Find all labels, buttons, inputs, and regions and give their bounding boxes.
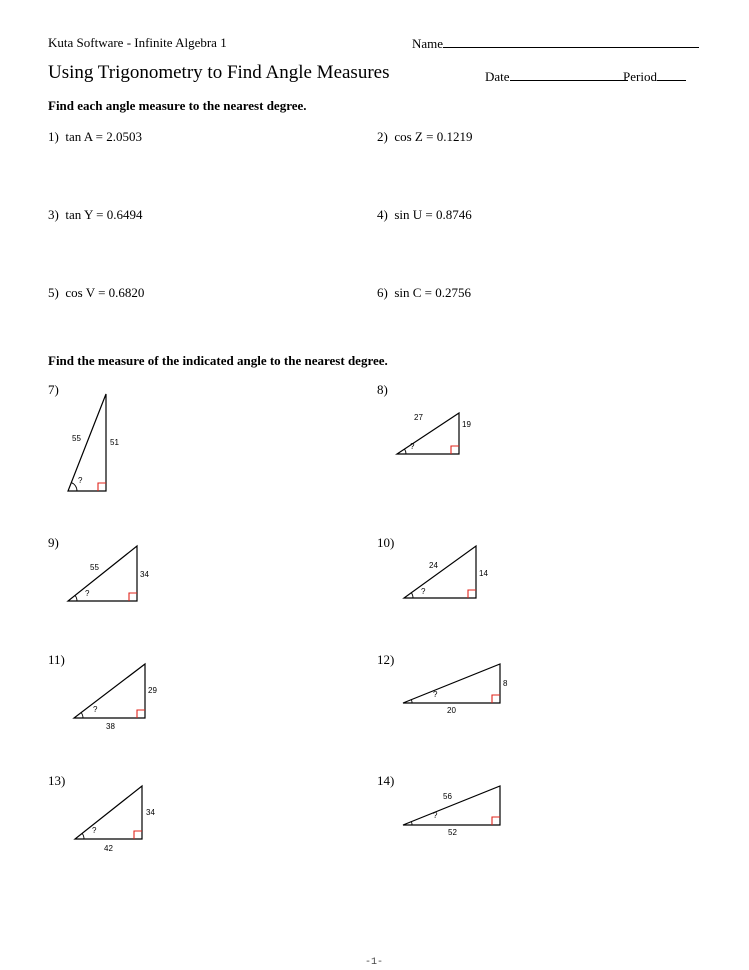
section1-instruction: Find each angle measure to the nearest degree. (48, 98, 307, 113)
hypotenuse-label: 55 (72, 434, 81, 443)
opposite-label: 8 (503, 679, 508, 688)
hypotenuse-label: 55 (90, 563, 99, 572)
adjacent-label: 38 (106, 722, 115, 731)
right-angle-marker (468, 590, 476, 598)
triangle-13 (75, 786, 155, 853)
triangle-11 (74, 664, 157, 731)
problem-4: 4) sin U = 0.8746 (377, 207, 472, 222)
page-title: Using Trigonometry to Find Angle Measures (48, 62, 390, 83)
angle-arc (411, 593, 413, 598)
problem-3: 3) tan Y = 0.6494 (48, 207, 143, 222)
triangle-outline (404, 546, 476, 598)
unknown-angle-label: ? (92, 826, 97, 835)
problem-2: 2) cos Z = 0.1219 (377, 129, 473, 144)
opposite-label: 34 (146, 808, 155, 817)
unknown-angle-label: ? (410, 442, 415, 451)
opposite-label: 34 (140, 570, 149, 579)
hypotenuse-label: 27 (414, 413, 423, 422)
unknown-angle-label: ? (421, 587, 426, 596)
right-angle-marker (129, 593, 137, 601)
angle-arc (82, 833, 84, 839)
problem-7-number: 7) (48, 382, 59, 397)
triangle-14 (403, 786, 500, 837)
hypotenuse-label: 24 (429, 561, 438, 570)
opposite-label: 19 (462, 420, 471, 429)
adjacent-label: 42 (104, 844, 113, 853)
right-angle-marker (451, 446, 459, 454)
problem-12-number: 12) (377, 652, 395, 667)
angle-arc (71, 483, 77, 491)
adjacent-label: 52 (448, 828, 457, 837)
problem-10-number: 10) (377, 535, 395, 550)
triangle-outline (68, 546, 137, 601)
problem-8-number: 8) (377, 382, 388, 397)
unknown-angle-label: ? (433, 811, 438, 820)
problem-14-number: 14) (377, 773, 395, 788)
triangle-9 (68, 546, 149, 601)
right-angle-marker (137, 710, 145, 718)
unknown-angle-label: ? (78, 476, 83, 485)
angle-arc (81, 713, 83, 718)
problem-5: 5) cos V = 0.6820 (48, 285, 145, 300)
problem-6: 6) sin C = 0.2756 (377, 285, 472, 300)
publisher-line: Kuta Software - Infinite Algebra 1 (48, 35, 227, 50)
triangle-outline (75, 786, 142, 839)
unknown-angle-label: ? (433, 690, 438, 699)
unknown-angle-label: ? (93, 705, 98, 714)
right-angle-marker (492, 695, 500, 703)
problem-1: 1) tan A = 2.0503 (48, 129, 143, 144)
unknown-angle-label: ? (85, 589, 90, 598)
angle-arc (75, 595, 77, 601)
triangle-outline (403, 664, 500, 703)
period-label: Period (623, 69, 657, 84)
name-label: Name (412, 36, 444, 51)
opposite-label: 51 (110, 438, 119, 447)
problem-11-number: 11) (48, 652, 65, 667)
hypotenuse-label: 56 (443, 792, 452, 801)
date-label: Date (485, 69, 510, 84)
triangle-10 (404, 546, 488, 598)
page-number: -1- (365, 957, 384, 968)
right-angle-marker (492, 817, 500, 825)
opposite-label: 29 (148, 686, 157, 695)
adjacent-label: 20 (447, 706, 456, 715)
right-angle-marker (134, 831, 142, 839)
problem-13-number: 13) (48, 773, 66, 788)
opposite-label: 14 (479, 569, 488, 578)
problem-9-number: 9) (48, 535, 59, 550)
triangle-7 (68, 394, 119, 491)
triangle-outline (397, 413, 459, 454)
angle-arc (405, 449, 407, 454)
right-angle-marker (98, 483, 106, 491)
triangle-8 (397, 413, 471, 454)
triangle-12 (403, 664, 508, 715)
section2-instruction: Find the measure of the indicated angle to the nearest degree. (48, 353, 388, 368)
triangle-outline (74, 664, 145, 718)
